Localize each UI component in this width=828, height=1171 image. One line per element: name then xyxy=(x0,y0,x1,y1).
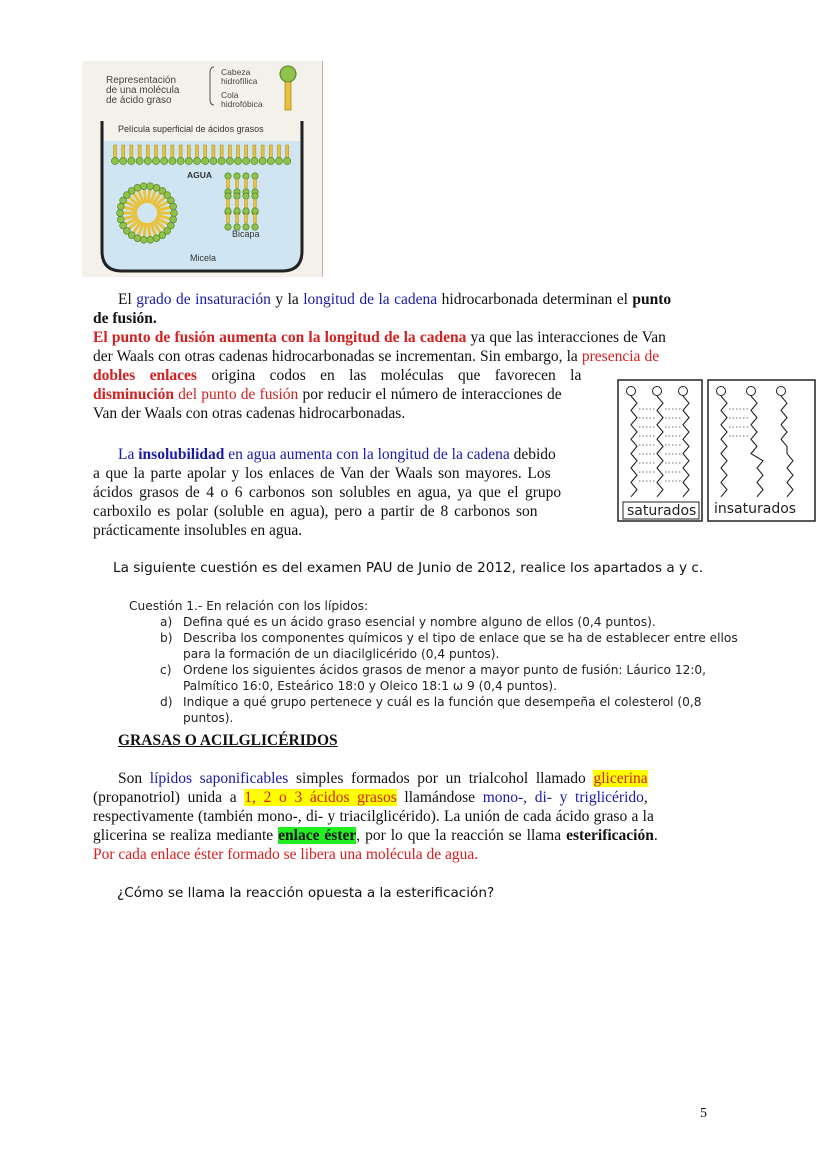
bilayer-tail xyxy=(254,179,257,188)
film-head xyxy=(185,157,192,164)
svg-text:Cabeza: Cabeza xyxy=(221,67,251,77)
micelle-head xyxy=(171,210,178,217)
water-label: AGUA xyxy=(187,170,213,180)
rep-label-1: Representación xyxy=(106,75,177,86)
film-tail xyxy=(171,145,174,159)
micelle-head xyxy=(140,183,147,190)
film-tail xyxy=(220,145,223,159)
micelle-tail xyxy=(148,223,150,237)
film-tail xyxy=(269,145,272,159)
film-tail xyxy=(114,145,117,159)
film-head xyxy=(128,157,135,164)
film-head xyxy=(243,157,250,164)
bilayer-head xyxy=(234,173,240,179)
bilayer-tail xyxy=(227,199,230,208)
bilayer-tail xyxy=(254,214,257,223)
film-tail xyxy=(253,145,256,159)
bilayer-head xyxy=(243,208,249,214)
film-tail xyxy=(278,145,281,159)
rep-label-2: de una molécula xyxy=(106,85,180,96)
chain-head xyxy=(627,387,636,396)
micelle-tail xyxy=(144,189,146,203)
head-icon xyxy=(280,66,296,82)
micelle-head xyxy=(134,184,141,191)
svg-text:Cola: Cola xyxy=(221,90,239,100)
film-head xyxy=(152,157,159,164)
film-head xyxy=(177,157,184,164)
bilayer-head xyxy=(225,208,231,214)
film-tail xyxy=(212,145,215,159)
exam-intro: La siguiente cuestión es del examen PAU de Junio de 2012, realice los apartados a y c. xyxy=(113,560,704,576)
tail-icon xyxy=(285,82,291,110)
film-tail xyxy=(261,145,264,159)
question-a-letter: a) xyxy=(160,615,173,629)
rep-label-3: de ácido graso xyxy=(106,95,172,106)
bilayer-head xyxy=(243,193,249,199)
micelle-head xyxy=(153,235,160,242)
film-tail xyxy=(245,145,248,159)
micelle-head xyxy=(120,222,127,229)
micelle-head xyxy=(147,236,154,243)
fatty-chains-diagram xyxy=(617,379,817,523)
paragraph-glycerides: Son lípidos saponificables simples formados por un trialcohol llamado glicerina (propanotriol) unida a 1, 2 o 3 ácidos grasos llamándose mono-, di- y triglicérido, respectivamente (también mono-, di- y triacilglicérido). La unión de cada ácido graso a la glicerina se realiza mediante enlace éster, por lo que la reacción se llama esterificación. Por cada enlace éster formado se libera una molécula de agua. xyxy=(93,770,658,863)
bilayer-tail xyxy=(245,214,248,223)
micelle-tail xyxy=(148,189,150,203)
micelle-head xyxy=(117,203,124,210)
micelle-tail xyxy=(144,223,146,237)
film-head xyxy=(259,157,266,164)
film-tail xyxy=(196,145,199,159)
question-b: Describa los componentes químicos y el tipo de enlace que se ha de establecer entre ellos xyxy=(183,631,738,645)
film-head xyxy=(267,157,274,164)
micelle-head xyxy=(117,210,124,217)
film-head xyxy=(193,157,200,164)
saturation-figure xyxy=(617,379,817,523)
section-heading: GRASAS O ACILGLICÉRIDOS xyxy=(118,732,338,749)
film-head xyxy=(144,157,151,164)
closing-question: ¿Cómo se llama la reacción opuesta a la esterificación? xyxy=(117,885,495,901)
micelle-head xyxy=(140,236,147,243)
film-head xyxy=(161,157,168,164)
bilayer-head xyxy=(252,208,258,214)
bilayer-tail xyxy=(227,179,230,188)
unsaturated-label: insaturados xyxy=(714,501,797,517)
svg-text:hidrofílica: hidrofílica xyxy=(221,76,258,86)
film-head xyxy=(202,157,209,164)
bilayer-tail xyxy=(254,199,257,208)
paragraph-insolubility: La insolubilidad en agua aumenta con la longitud de la cadena debido a que la parte apolar y los enlaces de Van der Waals son mayores. Los ácidos grasos de 4 o 6 carbonos son solubles en agua, ya que el grupo carboxilo es polar (soluble en agua), pero a partir de 8 carbonos son prácticamente insolubles en agua. xyxy=(93,446,562,539)
bilayer-head xyxy=(225,224,231,230)
film-tail xyxy=(237,145,240,159)
film-tail xyxy=(286,145,289,159)
membrane-diagram xyxy=(82,61,322,277)
bilayer-head xyxy=(234,193,240,199)
bilayer-head xyxy=(225,173,231,179)
bilayer-head xyxy=(243,173,249,179)
exam-question: Cuestión 1.- En relación con los lípidos: a) Defina qué es un ácido graso esencial y nombre alguno de ellos (0,4 puntos). b) Describa los componentes químicos y el tipo de enlace que se ha de establecer entre ellos para la formación de un diacilglicérido (0,4 puntos). c) Ordene los siguientes ácidos grasos de menor a mayor punto de fusión: Láurico 12:0, Palmítico 16:0, Esteárico 18:0 y Oleico 18:1 ω 9 (0,4 puntos). d) Indique a qué grupo pertenece y cuál es la función que desempeña el colesterol (0,8 puntos). xyxy=(129,599,738,725)
film-head xyxy=(284,157,291,164)
film-head xyxy=(218,157,225,164)
film-head xyxy=(251,157,258,164)
micelle-label: Micela xyxy=(190,253,217,263)
bilayer-head xyxy=(234,208,240,214)
page-number: 5 xyxy=(700,1106,707,1121)
film-tail xyxy=(204,145,207,159)
question-d: Indique a qué grupo pertenece y cuál es la función que desempeña el colesterol (0,8 xyxy=(183,695,702,709)
svg-text:hidrofóbica: hidrofóbica xyxy=(221,99,263,109)
film-head xyxy=(120,157,127,164)
bilayer-tail xyxy=(236,199,239,208)
bilayer-tail xyxy=(245,199,248,208)
bilayer-tail xyxy=(227,214,230,223)
film-tail xyxy=(179,145,182,159)
bilayer-tail xyxy=(236,179,239,188)
film-tail xyxy=(187,145,190,159)
film-tail xyxy=(155,145,158,159)
fatty-acid-membrane-figure xyxy=(82,61,323,277)
micelle-head xyxy=(170,203,177,210)
micelle-head xyxy=(170,216,177,223)
film-tail xyxy=(122,145,125,159)
chain-head xyxy=(679,387,688,396)
bilayer-label: Bicapa xyxy=(232,229,260,239)
chain-head xyxy=(747,387,756,396)
film-head xyxy=(169,157,176,164)
film-tail xyxy=(138,145,141,159)
bilayer-tail xyxy=(245,179,248,188)
paragraph-melting-point: El grado de insaturación y la longitud de la cadena hidrocarbonada determinan el punto de fusión. El punto de fusión aumenta con la longitud de la cadena ya que las interacciones de Van der Waals con otras cadenas hidrocarbonadas se incrementan. Sin embargo, la presencia de dobles enlaces origina codos en las moléculas que favorecen la disminución del punto de fusión por reducir el número de interacciones de Van der Waals con otras cadenas hidrocarbonadas. xyxy=(93,291,672,422)
chain-head xyxy=(777,387,786,396)
film-head xyxy=(136,157,143,164)
bilayer-head xyxy=(225,193,231,199)
film-head xyxy=(275,157,282,164)
film-tail xyxy=(228,145,231,159)
film-tail xyxy=(163,145,166,159)
film-tail xyxy=(130,145,133,159)
question-a: Defina qué es un ácido graso esencial y nombre alguno de ellos (0,4 puntos). xyxy=(183,615,656,629)
micelle-head xyxy=(147,183,154,190)
film-label: Película superficial de ácidos grasos xyxy=(118,124,264,134)
micelle-head xyxy=(168,197,175,204)
micelle-head xyxy=(117,216,124,223)
bilayer-head xyxy=(252,193,258,199)
chain-head xyxy=(717,387,726,396)
question-c: Ordene los siguientes ácidos grasos de menor a mayor punto de fusión: Láurico 12:0, xyxy=(183,663,707,677)
question-title: Cuestión 1.- En relación con los lípidos: xyxy=(129,599,369,613)
bilayer-tail xyxy=(236,214,239,223)
film-head xyxy=(111,157,118,164)
saturated-label: saturados xyxy=(627,503,697,519)
film-head xyxy=(226,157,233,164)
bilayer-head xyxy=(252,173,258,179)
film-tail xyxy=(146,145,149,159)
film-head xyxy=(210,157,217,164)
film-head xyxy=(234,157,241,164)
chain-head xyxy=(653,387,662,396)
